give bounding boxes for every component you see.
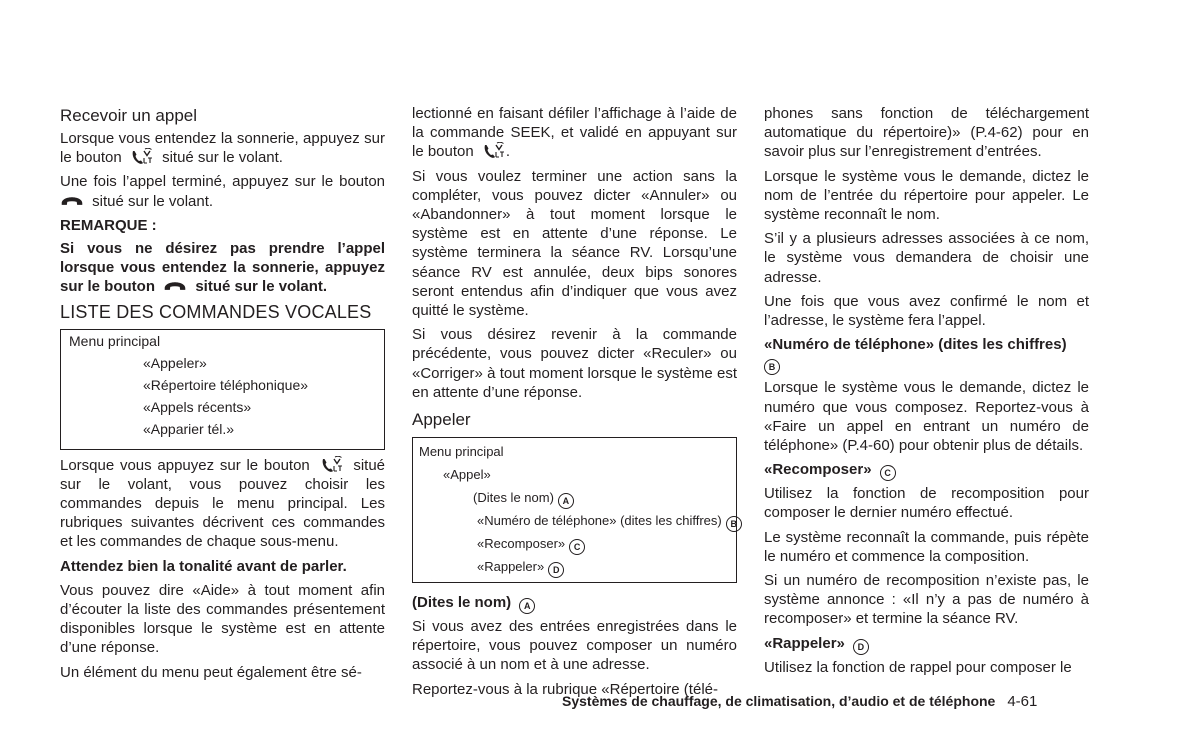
circle-a-icon: A bbox=[558, 493, 574, 509]
heading-appeler: Appeler bbox=[412, 410, 471, 430]
circle-d-icon: D bbox=[853, 639, 869, 655]
hang-up-icon bbox=[60, 196, 84, 207]
heading-liste: LISTE DES COMMANDES VOCALES bbox=[60, 301, 372, 322]
paragraph: Lorsque vous appuyez sur le bouton situé sur le volant, vous pouvez choisir les commandes depuis le menu principal. Les rubriques suivantes décrivent ces commandes et les commandes de chaque sous-menu. bbox=[60, 456, 385, 551]
paragraph: Une fois l’appel terminé, appuyez sur le bouton situé sur le volant. bbox=[60, 173, 385, 210]
paragraph: Utilisez la fonction de recomposition pour composer le dernier numéro effectué. bbox=[764, 485, 1089, 522]
rappeler-heading: «Rappeler» D bbox=[764, 634, 1089, 655]
paragraph: Si vous désirez revenir à la commande précédente, vous pouvez dicter «Reculer» ou «Corriger» à tout moment lorsque le système est en attente d’une réponse. bbox=[412, 326, 737, 401]
heading-recevoir: Recevoir un appel bbox=[60, 106, 198, 125]
menu-item-dites-nom: (Dites le nom) A bbox=[473, 488, 574, 509]
paragraph: S’il y a plusieurs adresses associées à ce nom, le système vous demandera de choisir une adresse. bbox=[764, 230, 1089, 286]
circle-d-icon: D bbox=[548, 562, 564, 578]
paragraph: Si vous voulez terminer une action sans la compléter, vous pouvez dicter «Annuler» ou «Abandonner» à tout moment lorsque le système est en attente d’une réponse. Le système terminera la séance RV. Lorsqu’une séance RV est annulée, deux bips sonores seront entendus afin d’indiquer que vous avez quitté le système. bbox=[412, 167, 737, 320]
phone-voice-icon bbox=[482, 142, 506, 160]
circle-a-icon: A bbox=[519, 598, 535, 614]
menu-item: «Répertoire téléphonique» bbox=[143, 376, 309, 393]
dites-heading: (Dites le nom) A bbox=[412, 593, 737, 614]
paragraph: Une fois que vous avez confirmé le nom et l’adresse, le système fera l’appel. bbox=[764, 292, 1089, 330]
paragraph: Reportez-vous à la rubrique «Répertoire (télé- bbox=[412, 680, 718, 698]
paragraph: Si un numéro de recomposition n’existe pas, le système annonce : «Il n’y a pas de numéro à recomposer» et termine la séance RV. bbox=[764, 572, 1089, 628]
paragraph: lectionné en faisant défiler l’affichage à l’aide de la commande SEEK, et validé en appuyant sur le bouton . bbox=[412, 105, 737, 161]
attendez-note: Attendez bien la tonalité avant de parler. bbox=[60, 557, 347, 575]
hang-up-icon bbox=[163, 281, 187, 292]
menu-item-appel: «Appel» bbox=[443, 467, 491, 483]
column-1 bbox=[60, 104, 385, 687]
page-footer bbox=[562, 693, 1037, 710]
appeler-menu-box bbox=[412, 437, 737, 583]
column-3 bbox=[764, 104, 1089, 682]
paragraph: Si vous avez des entrées enregistrées dans le répertoire, vous pouvez composer un numéro associé à un nom et à une adresse. bbox=[412, 618, 737, 674]
note: Si vous ne désirez pas prendre l’appel lorsque vous entendez la sonnerie, appuyez sur le bouton situé sur le volant. bbox=[60, 240, 385, 296]
circle-c-icon: C bbox=[880, 465, 896, 481]
paragraph: Lorsque vous entendez la sonnerie, appuyez sur le bouton situé sur le volant. bbox=[60, 130, 385, 167]
paragraph: Utilisez la fonction de rappel pour composer le bbox=[764, 658, 1072, 676]
circle-c-icon: C bbox=[569, 539, 585, 555]
recomposer-heading: «Recomposer» C bbox=[764, 460, 1089, 481]
circle-b-icon: B bbox=[764, 359, 780, 375]
menu-box bbox=[60, 329, 385, 450]
menu-item-rappeler: «Rappeler» D bbox=[477, 557, 564, 578]
paragraph: Vous pouvez dire «Aide» à tout moment afin d’écouter la liste des commandes présentement disponibles lorsque le système est en attente d’une réponse. bbox=[60, 581, 385, 657]
footer-section-title: Systèmes de chauffage, de climatisation, d’audio et de téléphone bbox=[562, 693, 996, 709]
remarque-label: REMARQUE : bbox=[60, 216, 157, 234]
menu-title: Menu principal bbox=[419, 444, 504, 460]
menu-item: «Apparier tél.» bbox=[143, 420, 235, 437]
menu-title: Menu principal bbox=[69, 332, 161, 349]
circle-b-icon: B bbox=[726, 516, 742, 532]
phone-voice-icon bbox=[320, 456, 344, 474]
menu-item-numero: «Numéro de téléphone» (dites les chiffres) B bbox=[477, 511, 742, 532]
menu-item: «Appels récents» bbox=[143, 398, 252, 415]
paragraph: Lorsque le système vous le demande, dictez le nom de l’entrée du répertoire pour appeler. Le système reconnaît le nom. bbox=[764, 167, 1089, 224]
paragraph: Le système reconnaît la commande, puis répète le numéro et commence la composition. bbox=[764, 528, 1089, 565]
numero-heading: «Numéro de téléphone» (dites les chiffres) B bbox=[764, 335, 1089, 375]
page-number: 4-61 bbox=[1007, 693, 1038, 710]
phone-voice-icon bbox=[130, 148, 154, 166]
paragraph: phones sans fonction de téléchargement automatique du répertoire)» (P.4-62) pour en savoir plus sur l’enregistrement d’entrées. bbox=[764, 105, 1089, 161]
paragraph: Un élément du menu peut également être sé- bbox=[60, 663, 362, 681]
paragraph: Lorsque le système vous le demande, dictez le numéro que vous composez. Reportez-vous à «Faire un appel en entrant un numéro de téléphone» (P.4-60) pour obtenir plus de détails. bbox=[764, 379, 1089, 455]
menu-item: «Appeler» bbox=[143, 354, 207, 371]
menu-item-recomposer: «Recomposer» C bbox=[477, 534, 585, 555]
column-2 bbox=[412, 104, 737, 704]
